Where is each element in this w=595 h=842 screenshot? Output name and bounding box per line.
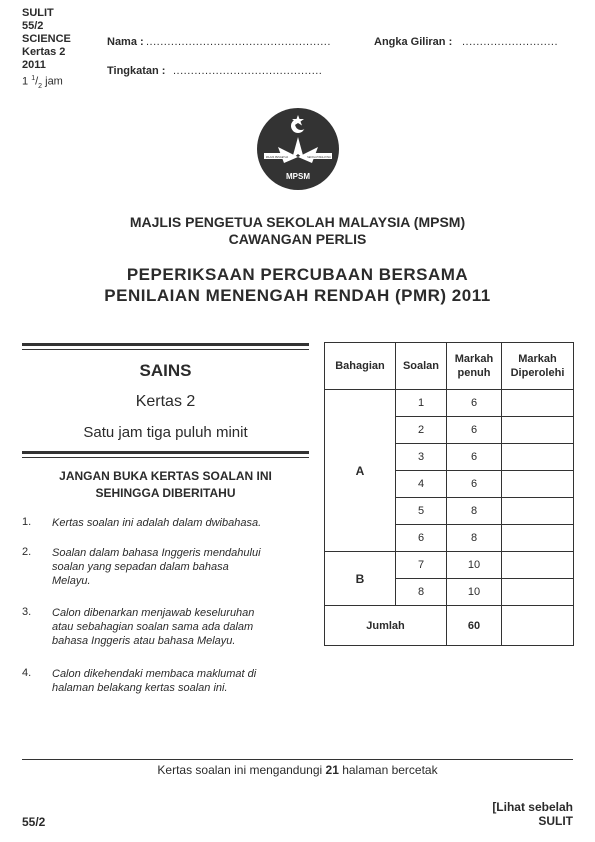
page-count-suffix: halaman bercetak <box>338 763 438 777</box>
exam-title-line-1: PEPERIKSAAN PERCUBAAN BERSAMA <box>126 265 469 284</box>
footer-paper-code: 55/2 <box>22 815 46 829</box>
emblem-text: MPSM <box>286 172 310 181</box>
full-marks: 10 <box>447 579 502 606</box>
instruction-item <box>52 667 302 695</box>
full-marks: 6 <box>447 444 502 471</box>
header-bahagian: Bahagian <box>325 343 396 390</box>
full-marks: 6 <box>447 390 502 417</box>
question-number: 6 <box>396 525 447 552</box>
footer-rule <box>22 759 573 760</box>
page-count-line <box>0 763 595 777</box>
full-marks: 8 <box>447 525 502 552</box>
organizer-line-1: MAJLIS PENGETUA SEKOLAH MALAYSIA (MPSM) <box>129 214 466 230</box>
question-number: 2 <box>396 417 447 444</box>
table-row <box>325 552 574 579</box>
question-number: 5 <box>396 498 447 525</box>
question-number: 1 <box>396 390 447 417</box>
warning-line-1: JANGAN BUKA KERTAS SOALAN INI <box>59 469 272 483</box>
obtained-marks-cell[interactable] <box>502 552 574 579</box>
mpsm-emblem-logo <box>256 107 340 191</box>
question-number: 8 <box>396 579 447 606</box>
duration-denominator: 2 <box>38 82 43 90</box>
turn-number-label: Angka Giliran : <box>374 36 453 48</box>
full-marks: 8 <box>447 498 502 525</box>
obtained-marks-cell[interactable] <box>502 498 574 525</box>
instruction-line: Calon dibenarkan menjawab keseluruhan <box>52 607 255 619</box>
table-total-row <box>325 606 574 646</box>
class-label: Tingkatan : <box>107 65 166 77</box>
turn-number-field[interactable]: ........................... <box>462 36 559 48</box>
header-markah-penuh: Markah penuh <box>447 343 502 390</box>
full-marks: 6 <box>447 471 502 498</box>
code-line: SULIT <box>22 7 54 19</box>
obtained-marks-cell[interactable] <box>502 417 574 444</box>
instruction-line: Calon dikehendaki membaca maklumat di <box>52 668 257 680</box>
paper-number: Kertas 2 <box>135 393 196 410</box>
duration-line: 1 $^1/_2$ jam <box>22 75 63 90</box>
total-label: Jumlah <box>325 606 447 646</box>
section-b-cell: B <box>325 552 396 606</box>
duration-whole: 1 <box>22 75 32 88</box>
question-number: 4 <box>396 471 447 498</box>
page-count-number: 21 <box>325 763 339 777</box>
section-a-cell: A <box>325 390 396 552</box>
obtained-marks-cell[interactable] <box>502 444 574 471</box>
top-thin-rule <box>22 349 309 350</box>
instruction-line: Kertas soalan ini adalah dalam dwibahasa. <box>52 517 262 529</box>
instruction-item <box>52 516 302 530</box>
table-header-row <box>325 343 574 390</box>
marks-table <box>324 342 574 646</box>
instruction-line: bahasa Inggeris atau bahasa Melayu. <box>52 635 236 647</box>
paper-code-block <box>22 7 71 93</box>
instruction-line: halaman belakang kertas soalan ini. <box>52 682 228 694</box>
turn-over-note <box>492 800 573 828</box>
code-line: Kertas 2 <box>22 46 66 58</box>
instruction-line: Soalan dalam bahasa Inggeris mendahului <box>52 547 261 559</box>
question-number: 3 <box>396 444 447 471</box>
warning-line-2: SEHINGGA DIBERITAHU <box>95 486 236 500</box>
obtained-marks-cell[interactable] <box>502 471 574 498</box>
code-line: 55/2 <box>22 20 44 32</box>
table-row <box>325 390 574 417</box>
page-count-prefix: Kertas soalan ini mengandungi <box>157 763 326 777</box>
obtained-marks-cell[interactable] <box>502 525 574 552</box>
name-label: Nama : <box>107 36 144 48</box>
instruction-line: soalan yang sepadan dalam bahasa <box>52 561 229 573</box>
emblem-banner-left: MAJLIS PENGETUA <box>265 155 289 159</box>
instruction-line: Melayu. <box>52 575 91 587</box>
total-obtained-cell[interactable] <box>502 606 574 646</box>
full-marks: 6 <box>447 417 502 444</box>
paper-duration: Satu jam tiga puluh minit <box>83 424 248 441</box>
instruction-number: 1. <box>22 516 32 528</box>
name-field[interactable]: .................................................... <box>146 36 331 48</box>
header-soalan: Soalan <box>396 343 447 390</box>
organizer-line-2: CAWANGAN PERLIS <box>228 231 367 247</box>
obtained-marks-cell[interactable] <box>502 390 574 417</box>
emblem-banner-right: SEKOLAH MALAYSIA <box>307 155 331 159</box>
obtained-marks-cell[interactable] <box>502 579 574 606</box>
question-number: 7 <box>396 552 447 579</box>
instruction-line: atau sebahagian soalan sama ada dalam <box>52 621 254 633</box>
instruction-item <box>52 546 302 588</box>
instruction-number: 4. <box>22 667 32 679</box>
total-full-marks: 60 <box>447 606 502 646</box>
instruction-number: 3. <box>22 606 32 618</box>
duration-numerator: 1 <box>31 75 36 82</box>
top-double-rule <box>22 343 309 346</box>
header-markah-diperolehi: Markah Diperolehi <box>502 343 574 390</box>
code-line: 2011 <box>22 59 46 71</box>
class-field[interactable]: .......................................... <box>173 65 323 77</box>
exam-title-line-2: PENILAIAN MENENGAH RENDAH (PMR) 2011 <box>104 286 491 305</box>
duration-unit: jam <box>42 75 63 88</box>
middle-thin-rule <box>22 457 309 458</box>
code-line: SCIENCE <box>22 33 71 45</box>
footer-sulit: SULIT <box>538 814 573 828</box>
instruction-item <box>52 606 302 648</box>
middle-double-rule <box>22 451 309 454</box>
subject-title: SAINS <box>139 361 192 380</box>
turn-over-text: [Lihat sebelah <box>492 800 573 814</box>
instruction-number: 2. <box>22 546 32 558</box>
full-marks: 10 <box>447 552 502 579</box>
